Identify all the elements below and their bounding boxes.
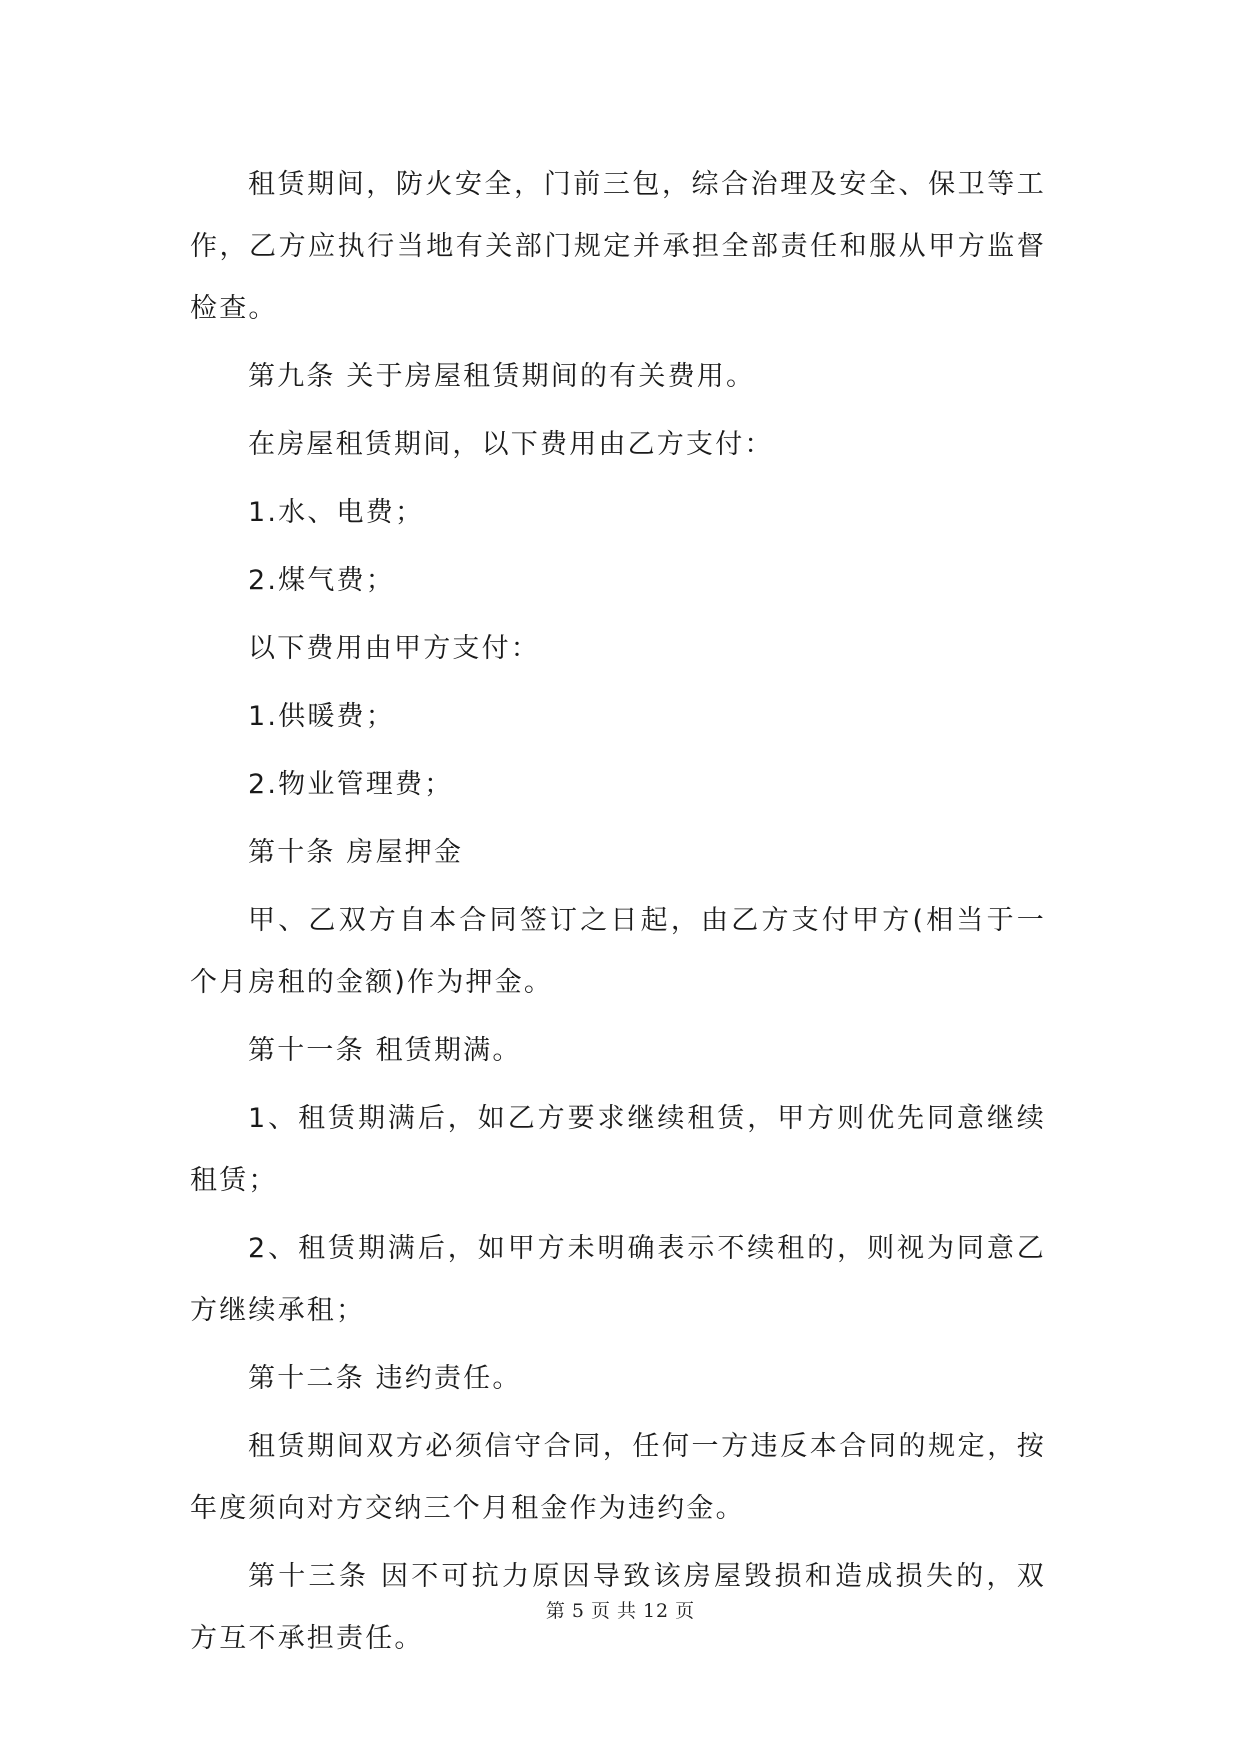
list-item-water-electricity: 1.水、电费； [248, 497, 425, 528]
paragraph-deposit: 甲、乙双方自本合同签订之日起，由乙方支付甲方(相当于一个月房租的金额)作为押金。 [190, 905, 1046, 998]
article-9-heading: 第九条 关于房屋租赁期间的有关费用。 [248, 361, 756, 392]
footer-current-page: 5 [571, 1600, 585, 1622]
footer-prefix: 第 [545, 1600, 566, 1622]
footer-total-word: 共 [616, 1600, 637, 1622]
article-11-heading: 第十一条 租赁期满。 [248, 1035, 522, 1066]
paragraph-landlord-fees-intro: 以下费用由甲方支付： [248, 633, 540, 664]
paragraph-breach: 租赁期间双方必须信守合同，任何一方违反本合同的规定，按年度须向对方交纳三个月租金作为违约金。 [190, 1431, 1046, 1524]
footer-page-word: 页 [590, 1600, 611, 1622]
list-item-heating: 1.供暖费； [248, 701, 395, 732]
document-body [190, 154, 1046, 1676]
paragraph-fire-safety: 租赁期间，防火安全，门前三包，综合治理及安全、保卫等工作，乙方应执行当地有关部门规定并承担全部责任和服从甲方监督检查。 [190, 169, 1046, 324]
page-number-footer [0, 1596, 1241, 1623]
footer-total-pages: 12 [642, 1600, 670, 1622]
list-item-property-management: 2.物业管理费； [248, 769, 454, 800]
paragraph-tenant-fees-intro: 在房屋租赁期间，以下费用由乙方支付： [248, 429, 774, 460]
article-13-paragraph: 第十三条 因不可抗力原因导致该房屋毁损和造成损失的，双方互不承担责任。 [190, 1561, 1046, 1654]
list-item-renewal-1: 1、租赁期满后，如乙方要求继续租赁，甲方则优先同意继续租赁； [190, 1103, 1046, 1196]
list-item-gas: 2.煤气费； [248, 565, 395, 596]
footer-suffix: 页 [675, 1600, 696, 1622]
list-item-renewal-2: 2、租赁期满后，如甲方未明确表示不续租的，则视为同意乙方继续承租； [190, 1233, 1046, 1326]
article-12-heading: 第十二条 违约责任。 [248, 1363, 522, 1394]
article-10-heading: 第十条 房屋押金 [248, 837, 464, 868]
